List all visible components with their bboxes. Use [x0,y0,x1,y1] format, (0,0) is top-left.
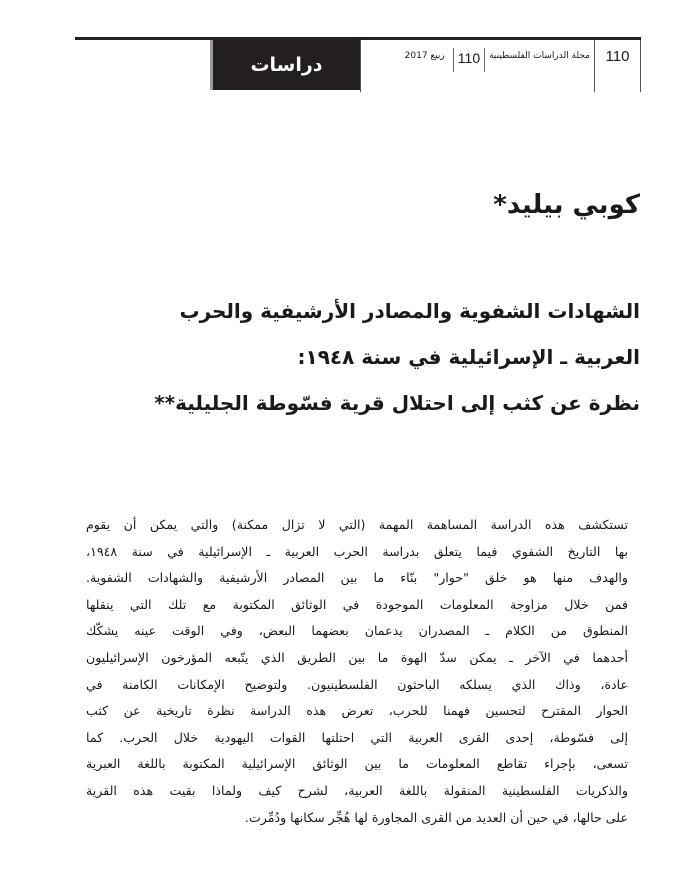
issue-season: ربيع 2017 [404,51,445,61]
article-title [154,288,640,426]
abstract-body [86,512,628,831]
body-line: أحدهما في الآخر ـ يمكن سدّ الهوة ما بين الطريق الذي يتّبعه المؤرخون الإسرائيليون [86,649,628,665]
title-line: نظرة عن كثب إلى احتلال قرية فسّوطة الجليلية** [154,391,640,415]
running-header [360,40,641,92]
author-name: كوبي بيليد* [493,190,640,220]
issue-number: 110 [453,48,485,72]
body-line: والهدف منها هو خلق "حوار" بنّاء ما بين المصادر الأرشيفية والشهادات الشفوية. [86,570,628,586]
journal-name: مجلة الدراسات الفلسطينية [489,51,590,61]
body-line: الحوار المقترح لتحسين فهمنا للحرب، تعرض هذه الدراسة نظرة تاريخية عن كثب [86,703,628,719]
body-line: بها التاريخ الشفوي فيما يتعلق بدراسة الحرب العربية ـ الإسرائيلية في سنة ١٩٤٨، [86,543,628,559]
body-line: على حالها، في حين أن العديد من القرى المجاورة لها هُجِّر سكانها ودُمِّرت. [244,809,628,825]
body-line: تسعى، بإجراء تقاطع المعلومات ما بين الوثائق الإسرائيلية المكتوبة باللغة العبرية [86,756,628,772]
body-line: المنطوق من الكلام ـ المصدران يدعمان بعضهما البعض، وفي الوقت عينه يشكّك [86,623,628,639]
body-line: إلى فسّوطة، إحدى القرى العربية التي احتلتها القوات اليهودية خلال الحرب. كما [86,729,628,745]
page-number: 110 [594,40,640,92]
body-line: عادة، وذاك الذي يسلكه الباحثون الفلسطينيون. ولتوضيح الإمكانات الكامنة في [86,676,628,692]
title-line: الشهادات الشفوية والمصادر الأرشيفية والحرب [179,299,640,323]
title-line: العربية ـ الإسرائيلية في سنة ١٩٤٨: [297,345,640,369]
body-line: فمن خلال مزاوجة المعلومات الموجودة في الوثائق المكتوبة مع تلك التي ينقلها [86,596,628,612]
body-line: والذكريات الفلسطينية المنقولة باللغة العربية، لشرح كيف ولماذا بقيت هذه القرية [86,782,628,798]
section-label: دراسات [213,40,360,90]
body-line: تستكشف هذه الدراسة المساهمة المهمة (التي لا تزال ممكنة) والتي يمكن أن يقوم [86,517,628,532]
